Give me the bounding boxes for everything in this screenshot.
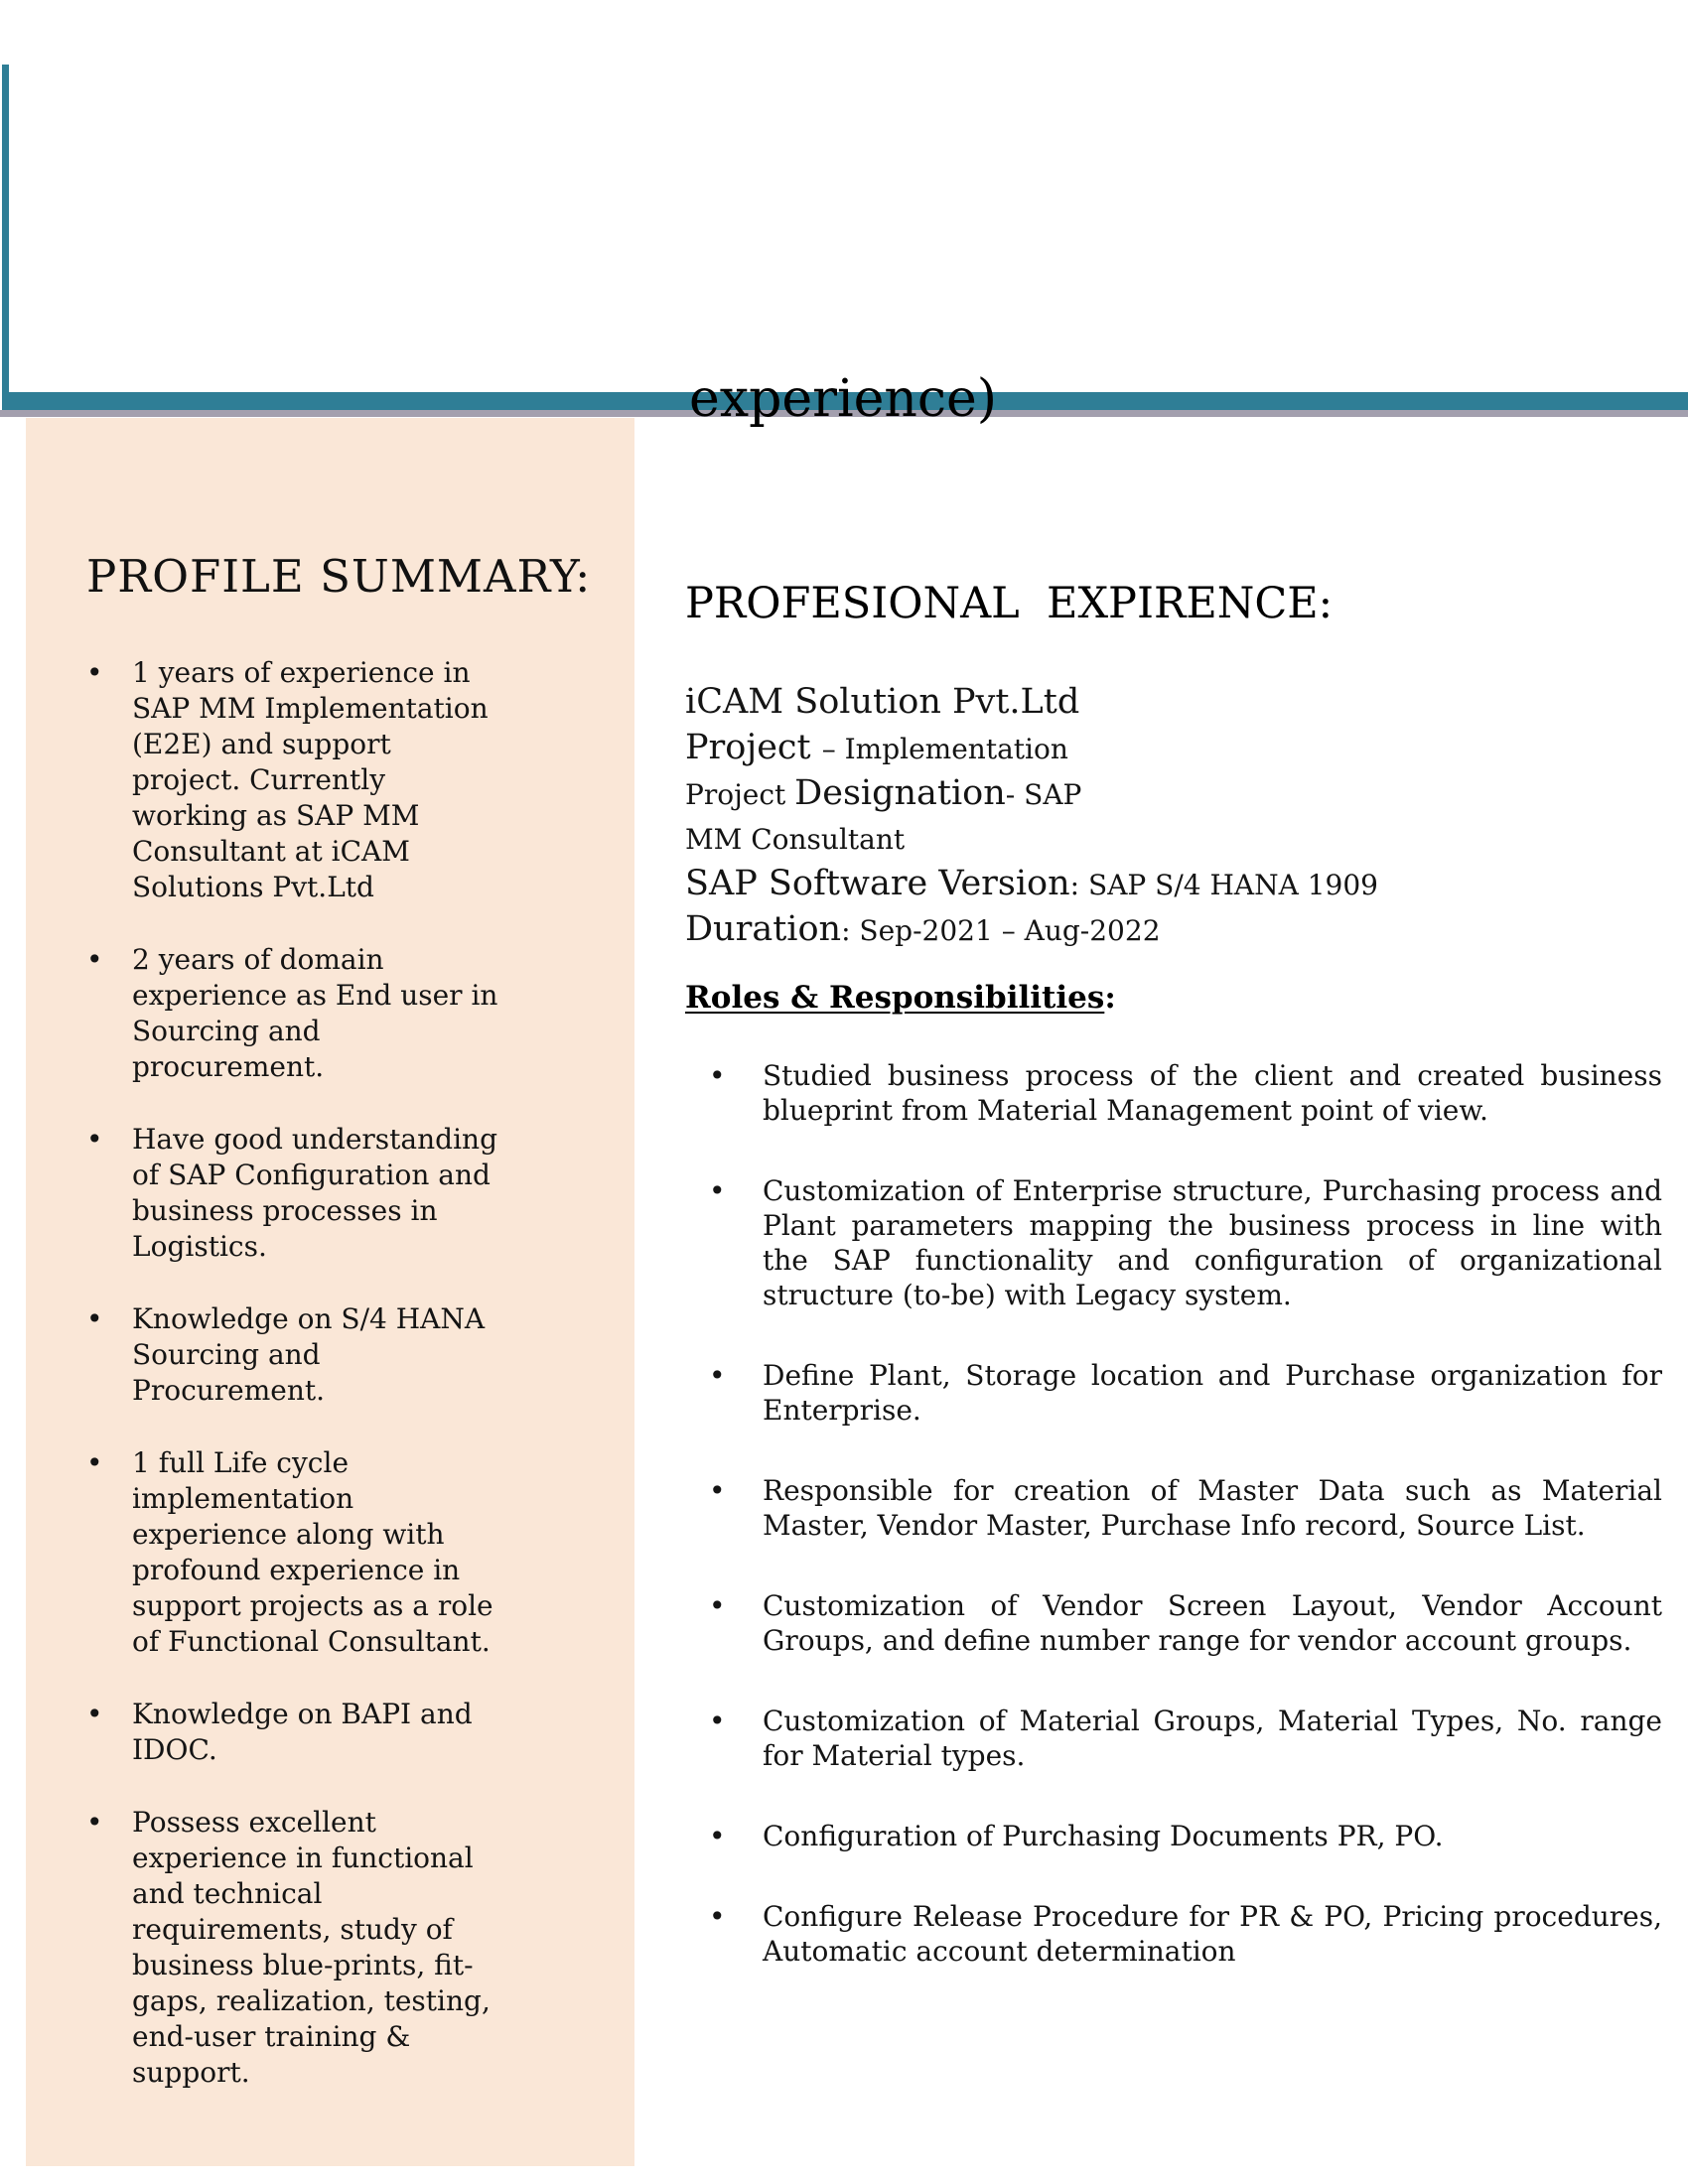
roles-responsibilities-heading-colon: :	[1104, 979, 1116, 1016]
profile-bullet-list	[86, 655, 575, 2091]
bullet-text: Configure Release Procedure for PR & PO, Pricing procedures, Automatic account determination	[763, 1900, 1662, 1969]
list-item	[685, 1058, 1662, 1128]
list-item	[86, 655, 575, 905]
company-details-block	[685, 682, 1662, 955]
bullet-text: Customization of Enterprise structure, Purchasing process and Plant parameters mapping the business process in line with the SAP functionality and configuration of organizational structure (to-be) with Legacy system.	[763, 1174, 1662, 1312]
list-item	[685, 1358, 1662, 1428]
bullet-icon: •	[86, 1446, 103, 1479]
bullet-text: Studied business process of the client and created business blueprint from Material Management point of view.	[763, 1059, 1662, 1128]
list-item	[86, 1445, 575, 1660]
bullet-icon: •	[86, 943, 103, 976]
bullet-icon: •	[709, 1059, 726, 1093]
list-item	[86, 942, 575, 1085]
company-detail-line	[685, 819, 1662, 864]
bullet-text: 2 years of domain experience as End user in Sourcing and procurement.	[132, 943, 498, 1083]
list-item	[685, 1473, 1662, 1543]
bullet-icon: •	[86, 1698, 103, 1730]
bullet-icon: •	[86, 656, 103, 689]
list-item	[685, 1704, 1662, 1773]
professional-experience-heading: PROFESIONAL EXPIRENCE:	[685, 579, 1334, 628]
roles-bullet-list	[685, 1058, 1662, 1969]
company-detail-segment: – Implementation	[821, 732, 1068, 765]
bullet-text: Responsible for creation of Master Data such as Material Master, Vendor Master, Purchase Info record, Source List.	[763, 1474, 1662, 1543]
bullet-icon: •	[709, 1820, 726, 1853]
bullet-icon: •	[709, 1174, 726, 1208]
company-detail-segment: MM Consultant	[685, 822, 906, 856]
company-detail-line	[685, 682, 1662, 728]
list-item	[86, 1805, 575, 2091]
company-detail-segment: Designation	[794, 772, 1006, 813]
company-detail-segment: Duration	[685, 908, 842, 949]
bullet-icon: •	[709, 1474, 726, 1508]
company-detail-segment: : SAP S/4 HANA 1909	[1069, 868, 1378, 901]
clipped-title-fragment: experience)	[689, 369, 998, 429]
bullet-icon: •	[709, 1589, 726, 1623]
list-item	[685, 1819, 1662, 1853]
company-detail-segment: iCAM Solution Pvt.Ltd	[685, 681, 1080, 722]
bullet-icon: •	[709, 1900, 726, 1934]
profile-summary-heading: PROFILE SUMMARY:	[86, 550, 592, 603]
bullet-text: Possess excellent experience in functional and technical requirements, study of business blue-prints, fit-gaps, realization, testing, end-user training & support.	[132, 1806, 491, 2089]
company-detail-segment: Project	[685, 777, 795, 811]
list-item	[685, 1588, 1662, 1658]
left-border-line	[2, 65, 9, 410]
bullet-text: Knowledge on S/4 HANA Sourcing and Procurement.	[132, 1302, 486, 1407]
bullet-icon: •	[86, 1123, 103, 1156]
bullet-icon: •	[86, 1302, 103, 1335]
list-item	[685, 1899, 1662, 1969]
bullet-text: Customization of Vendor Screen Layout, Vendor Account Groups, and define number range for vendor account groups.	[763, 1589, 1662, 1658]
company-detail-segment: : Sep-2021 – Aug-2022	[841, 913, 1161, 947]
company-detail-line	[685, 864, 1662, 909]
experience-section	[685, 579, 1662, 2014]
list-item	[685, 1173, 1662, 1312]
bullet-icon: •	[709, 1705, 726, 1738]
bullet-text: Define Plant, Storage location and Purchase organization for Enterprise.	[763, 1359, 1662, 1428]
roles-responsibilities-heading	[685, 979, 1662, 1018]
bullet-text: 1 full Life cycle implementation experience along with profound experience in support projects as a role of Functional Consultant.	[132, 1446, 493, 1658]
bullet-text: 1 years of experience in SAP MM Implementation (E2E) and support project. Currently working as SAP MM Consultant at iCAM Solutions Pvt.Ltd	[132, 656, 489, 903]
profile-sidebar	[26, 418, 634, 2166]
roles-responsibilities-heading-text: Roles & Responsibilities	[685, 979, 1105, 1016]
company-detail-segment: SAP Software Version	[685, 863, 1070, 903]
bullet-text: Customization of Material Groups, Material Types, No. range for Material types.	[763, 1705, 1662, 1773]
list-item	[86, 1301, 575, 1409]
company-detail-segment: - SAP	[1005, 777, 1082, 811]
company-detail-line	[685, 909, 1662, 955]
company-detail-segment: Project	[685, 727, 822, 767]
bullet-text: Knowledge on BAPI and IDOC.	[132, 1698, 473, 1766]
bullet-icon: •	[709, 1359, 726, 1393]
company-detail-line	[685, 728, 1662, 773]
list-item	[86, 1697, 575, 1768]
bullet-icon: •	[86, 1806, 103, 1839]
company-detail-line	[685, 773, 1662, 819]
bullet-text: Have good understanding of SAP Configuration and business processes in Logistics.	[132, 1123, 497, 1263]
list-item	[86, 1122, 575, 1265]
bullet-text: Configuration of Purchasing Documents PR, PO.	[763, 1820, 1444, 1853]
